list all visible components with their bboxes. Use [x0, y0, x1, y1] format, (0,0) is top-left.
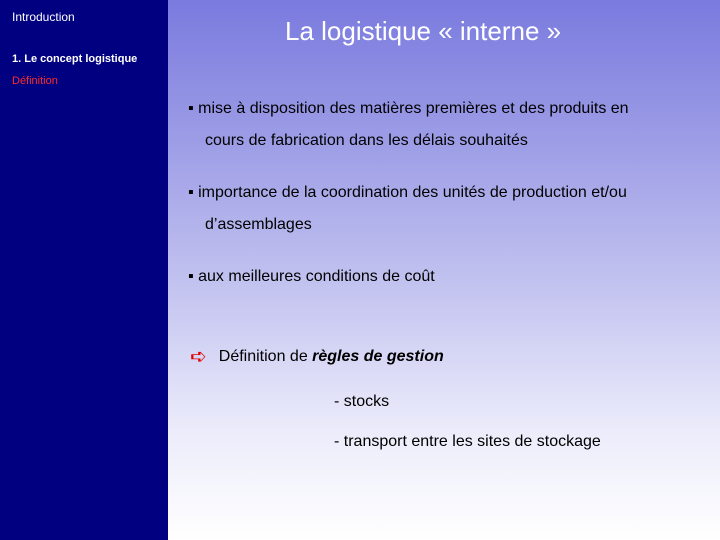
bullet-marker: ▪: [188, 268, 194, 285]
sidebar-introduction-link[interactable]: Introduction: [12, 10, 75, 24]
bullet-line-continued: d’assemblages: [205, 216, 312, 233]
bullet-marker: ▪: [188, 100, 194, 117]
bullet-item: [188, 177, 698, 241]
sidebar: [0, 0, 168, 540]
bullet-item: [188, 93, 698, 157]
slide-title: La logistique « interne »: [285, 16, 562, 46]
arrow-right-icon: ➪: [190, 346, 207, 368]
sub-item-stocks: - stocks: [334, 393, 390, 410]
rules-prefix: Définition de: [218, 348, 313, 365]
sidebar-current-definition[interactable]: Définition: [12, 75, 58, 87]
bullet-item: [188, 261, 698, 293]
rules-emphasis: règles de gestion: [312, 348, 444, 365]
sidebar-section-concept[interactable]: 1. Le concept logistique: [12, 53, 138, 65]
rules-heading: [190, 344, 444, 369]
bullet-marker: ▪: [188, 184, 194, 201]
sub-item-transport: - transport entre les sites de stockage: [334, 433, 601, 450]
bullet-line: importance de la coordination des unités de production et/ou: [198, 184, 627, 201]
bullet-line-continued: cours de fabrication dans les délais souhaités: [205, 132, 528, 149]
bullet-line: mise à disposition des matières premières et des produits en: [198, 100, 629, 117]
bullet-line: aux meilleures conditions de coût: [198, 268, 435, 285]
